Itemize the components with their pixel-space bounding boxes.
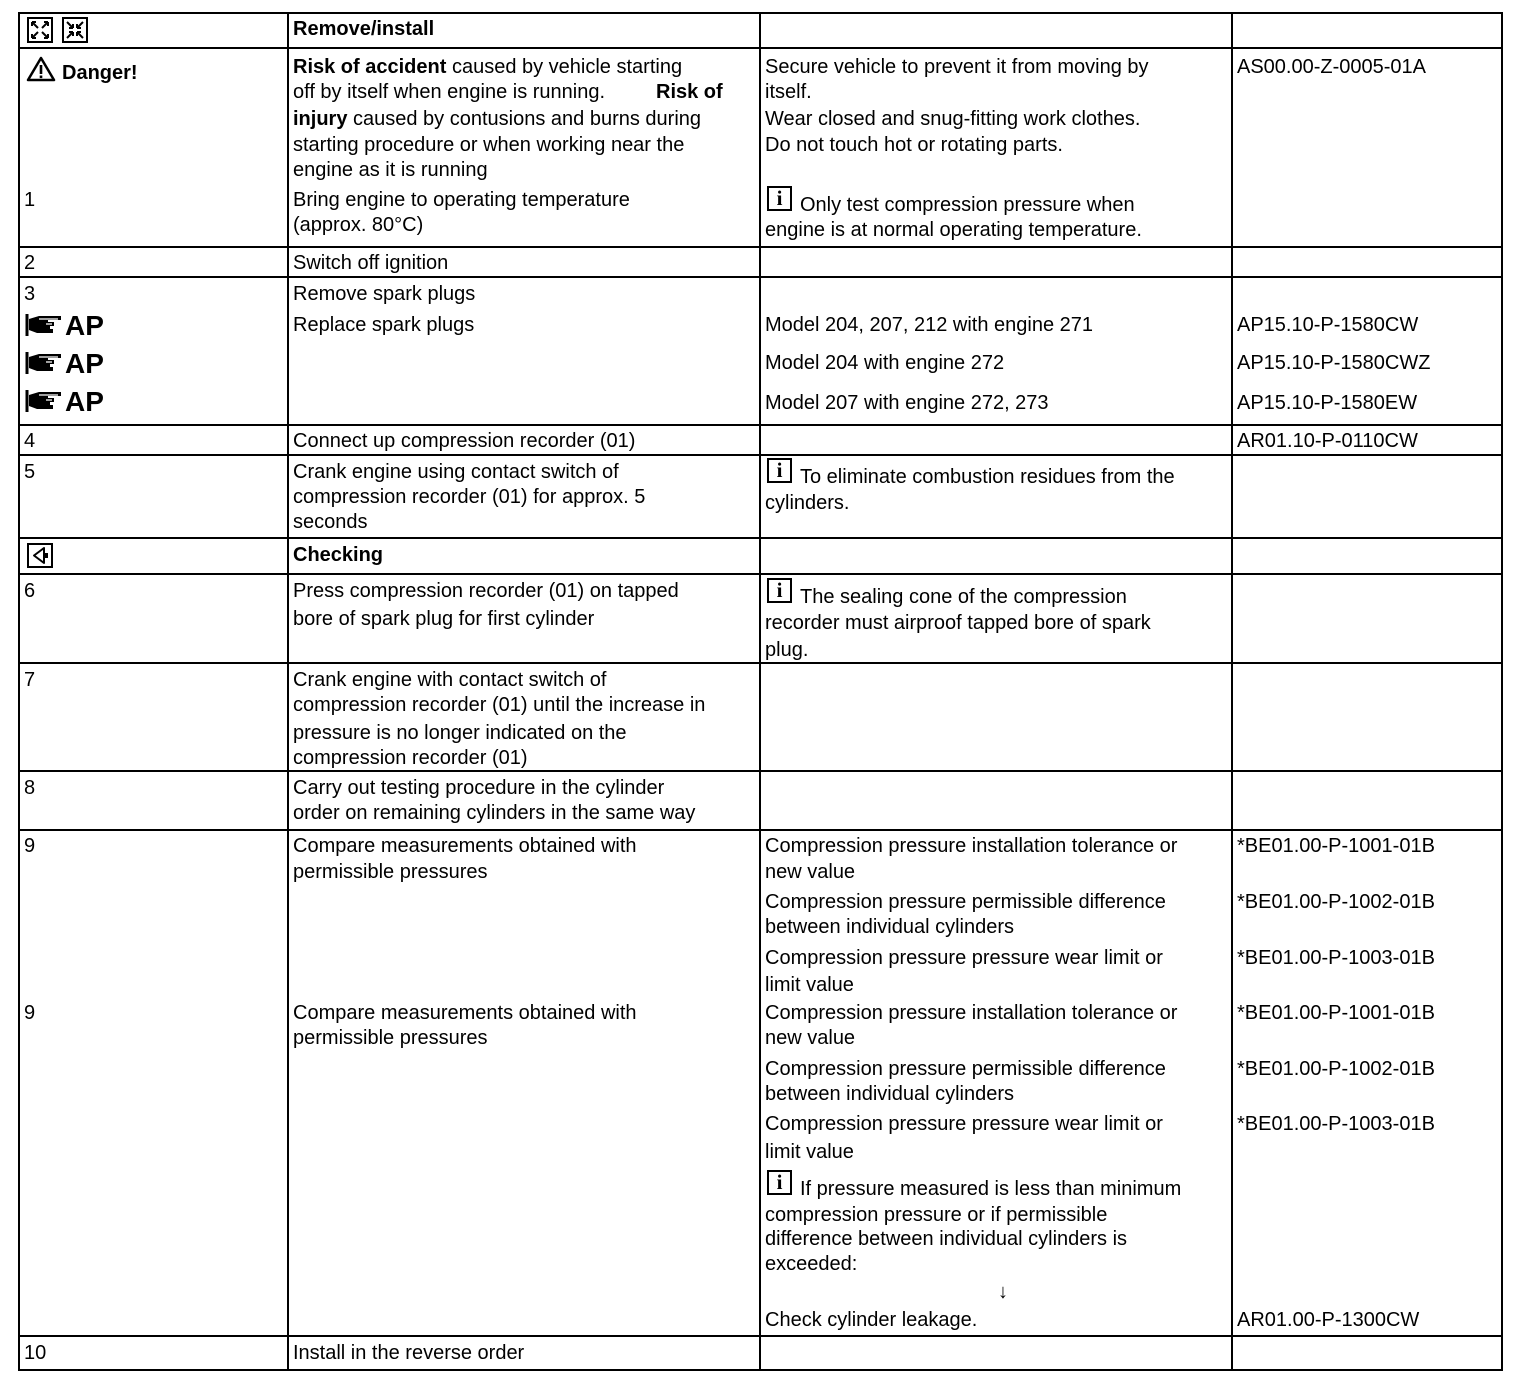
pressure-spec: between individual cylinders [765, 1083, 1015, 1105]
step-note: plug. [765, 639, 809, 661]
step-description: Connect up compression recorder (01) [293, 430, 636, 452]
step-description: Bring engine to operating temperature [293, 189, 630, 211]
step-note: engine is at normal operating temperature. [765, 219, 1142, 241]
pressure-spec: limit value [765, 1141, 854, 1163]
step-number: 3 [24, 283, 36, 305]
follow-up-reference[interactable]: AR01.00-P-1300CW [1237, 1309, 1420, 1331]
pressure-spec: new value [765, 861, 856, 883]
model-reference[interactable]: AP15.10-P-1580EW [1237, 392, 1418, 414]
pressure-spec-reference[interactable]: *BE01.00-P-1003-01B [1237, 947, 1435, 969]
step-number: 9 [24, 1002, 36, 1024]
step-description: bore of spark plug for first cylinder [293, 608, 595, 630]
checking-icon [27, 543, 53, 573]
danger-measure: Secure vehicle to prevent it from moving by [765, 56, 1149, 78]
danger-measure: Wear closed and snug-fitting work clothes. [765, 108, 1141, 130]
step-number: 9 [24, 835, 36, 857]
step-description: pressure is no longer indicated on the [293, 722, 627, 744]
model-applicability: Model 207 with engine 272, 273 [765, 392, 1049, 414]
step-number: 7 [24, 669, 36, 691]
danger-measure: itself. [765, 81, 812, 103]
step-description: Switch off ignition [293, 252, 449, 274]
pressure-spec: Compression pressure installation tolerance or [765, 835, 1178, 857]
ap-reference-marker [24, 348, 104, 380]
info-icon: i [767, 1170, 792, 1195]
section-title-remove-install: Remove/install [293, 18, 435, 40]
pressure-spec: Compression pressure pressure wear limit or [765, 947, 1163, 969]
step-description: Compare measurements obtained with [293, 835, 637, 857]
step-number: 1 [24, 189, 36, 211]
pressure-spec-reference[interactable]: *BE01.00-P-1003-01B [1237, 1113, 1435, 1135]
follow-up-action: Check cylinder leakage. [765, 1309, 978, 1331]
step-note: difference between individual cylinders is [765, 1228, 1128, 1250]
column-divider [1231, 12, 1233, 1371]
pressure-spec: Compression pressure permissible difference [765, 891, 1166, 913]
risk-accident-text: caused by vehicle starting [446, 56, 683, 78]
step-description: Compare measurements obtained with [293, 1002, 637, 1024]
risk-line-2: off by itself when engine is running. [293, 81, 606, 103]
pressure-spec-reference[interactable]: *BE01.00-P-1001-01B [1237, 835, 1435, 857]
step-note: The sealing cone of the compression [800, 586, 1127, 608]
danger-risk-line [293, 80, 723, 106]
step-note: exceeded: [765, 1253, 858, 1275]
pressure-spec-reference[interactable]: *BE01.00-P-1002-01B [1237, 1058, 1435, 1080]
section-title-checking: Checking [293, 544, 384, 566]
ap-label: AP [65, 348, 104, 379]
pressure-spec: limit value [765, 974, 854, 996]
step-note: compression pressure or if permissible [765, 1204, 1108, 1226]
row-divider [18, 829, 1503, 831]
ap-reference-marker [24, 386, 104, 418]
risk-accident-label: Risk of accident [293, 56, 447, 78]
danger-reference: AS00.00-Z-0005-01A [1237, 56, 1427, 78]
risk-injury-label-2: injury [293, 108, 348, 130]
model-applicability: Model 204, 207, 212 with engine 271 [765, 314, 1094, 336]
pointing-hand-icon [24, 350, 64, 376]
install-icon [62, 17, 88, 48]
warning-icon [26, 56, 56, 87]
row-divider [18, 246, 1503, 248]
risk-injury-label: Risk of [656, 81, 723, 103]
step-reference[interactable]: AR01.10-P-0110CW [1237, 430, 1418, 452]
danger-risk-line: starting procedure or when working near the [293, 134, 685, 156]
step-description: order on remaining cylinders in the same way [293, 802, 696, 824]
step-number: 4 [24, 430, 36, 452]
step-description: Press compression recorder (01) on tapped [293, 580, 679, 602]
danger-risk-line [293, 107, 701, 133]
step-number: 10 [24, 1342, 47, 1364]
pressure-spec-reference[interactable]: *BE01.00-P-1002-01B [1237, 891, 1435, 913]
step-number: 5 [24, 461, 36, 483]
danger-measure: Do not touch hot or rotating parts. [765, 134, 1063, 156]
pointing-hand-icon [24, 312, 64, 338]
info-icon: i [767, 458, 792, 483]
step-note: Only test compression pressure when [800, 194, 1135, 216]
danger-risk-line: engine as it is running [293, 159, 488, 181]
row-divider [18, 1335, 1503, 1337]
step-description: Remove spark plugs [293, 283, 476, 305]
danger-label: Danger! [62, 62, 138, 84]
pressure-spec: Compression pressure pressure wear limit or [765, 1113, 1163, 1135]
model-reference[interactable]: AP15.10-P-1580CWZ [1237, 352, 1431, 374]
pointing-hand-icon [24, 388, 64, 414]
step-description: compression recorder (01) until the increase in [293, 694, 706, 716]
row-divider [18, 662, 1503, 664]
pressure-spec: Compression pressure installation tolerance or [765, 1002, 1178, 1024]
step-note: recorder must airproof tapped bore of spark [765, 612, 1151, 634]
row-divider [18, 47, 1503, 49]
ap-reference-marker [24, 310, 104, 342]
step-number: 2 [24, 252, 36, 274]
remove-icon [27, 17, 53, 48]
step-note: To eliminate combustion residues from the [800, 466, 1175, 488]
step-note: If pressure measured is less than minimum [800, 1178, 1182, 1200]
step-description: (approx. 80°C) [293, 214, 424, 236]
row-divider [18, 770, 1503, 772]
step-description: Carry out testing procedure in the cylinder [293, 777, 665, 799]
danger-risk-line [293, 55, 682, 81]
row-divider [18, 573, 1503, 575]
step-number: 6 [24, 580, 36, 602]
info-icon: i [767, 578, 792, 603]
down-arrow-icon: ↓ [998, 1281, 1008, 1303]
model-reference[interactable]: AP15.10-P-1580CW [1237, 314, 1419, 336]
step-description: compression recorder (01) [293, 747, 528, 769]
row-divider [18, 537, 1503, 539]
ap-label: AP [65, 386, 104, 417]
step-description: seconds [293, 511, 368, 533]
step-description: Install in the reverse order [293, 1342, 525, 1364]
pressure-spec: new value [765, 1027, 856, 1049]
info-icon: i [767, 186, 792, 211]
model-applicability: Model 204 with engine 272 [765, 352, 1005, 374]
step-description: Crank engine using contact switch of [293, 461, 619, 483]
risk-injury-text: caused by contusions and burns during [347, 108, 702, 130]
step-description: compression recorder (01) for approx. 5 [293, 486, 646, 508]
step-description: permissible pressures [293, 1027, 488, 1049]
step-description: permissible pressures [293, 861, 488, 883]
pressure-spec-reference[interactable]: *BE01.00-P-1001-01B [1237, 1002, 1435, 1024]
pressure-spec: Compression pressure permissible difference [765, 1058, 1166, 1080]
pressure-spec: between individual cylinders [765, 916, 1015, 938]
column-divider [759, 12, 761, 1371]
ap-label: AP [65, 310, 104, 341]
step-number: 8 [24, 777, 36, 799]
step-note: cylinders. [765, 492, 850, 514]
step-description: Crank engine with contact switch of [293, 669, 607, 691]
row-divider [18, 276, 1503, 278]
row-divider [18, 424, 1503, 426]
column-divider [287, 12, 289, 1371]
step-description: Replace spark plugs [293, 314, 475, 336]
